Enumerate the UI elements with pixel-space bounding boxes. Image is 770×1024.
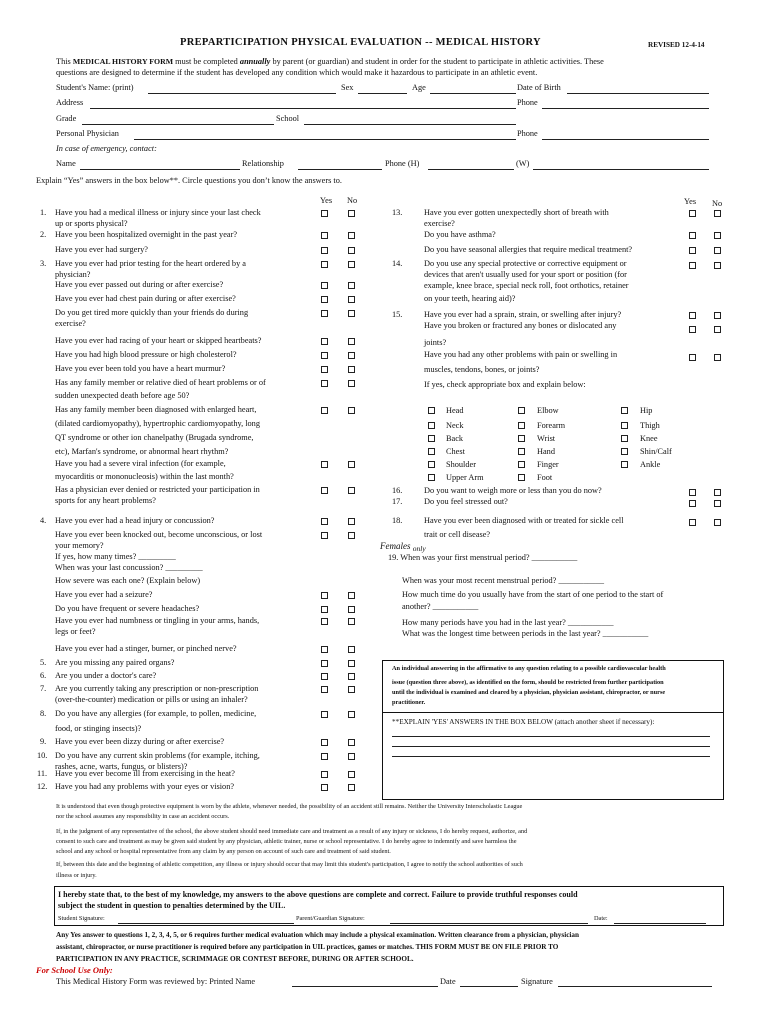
grade-label: Grade bbox=[56, 114, 77, 123]
checkbox-no[interactable] bbox=[348, 232, 355, 239]
checkbox-no[interactable] bbox=[714, 262, 721, 269]
intro-line-2: questions are designed to determine if the student has developed any condition which would make it hazardous to participate in an athletic event. bbox=[56, 68, 538, 77]
question-text: If yes, how many times? _________ bbox=[55, 552, 176, 561]
notice-line: issue (question three above), as identified on the form, should be restricted from further participation bbox=[392, 679, 664, 686]
question-text: Have you ever had a head injury or concussion? bbox=[55, 516, 215, 525]
question-text: Have you had a medical illness or injury since your last check bbox=[55, 208, 261, 217]
seasonal-allergies-question: Do you have seasonal allergies that require medical treatment? bbox=[424, 245, 633, 254]
attestation-line: I hereby state that, to the best of my knowledge, my answers to the above questions are complete and correct. Failure to provide truthful responses could bbox=[58, 890, 578, 899]
question-text: Do you have frequent or severe headaches? bbox=[55, 604, 200, 613]
body-part-label: Ankle bbox=[640, 460, 661, 469]
no-header-left: No bbox=[347, 196, 358, 205]
body-part-label: Shin/Calf bbox=[640, 447, 672, 456]
dob-field[interactable] bbox=[567, 93, 709, 94]
checkbox-no[interactable] bbox=[714, 210, 721, 217]
body-part-label: Shoulder bbox=[446, 460, 476, 469]
attestation-line: subject the student in question to penalties determined by the UIL. bbox=[58, 901, 286, 910]
student-signature-label: Student Signature: bbox=[58, 915, 105, 922]
question-text: Have you ever had a stinger, burner, or pinched nerve? bbox=[55, 644, 237, 653]
checkbox-no[interactable] bbox=[348, 753, 355, 760]
consent-paragraph: school and any school or hospital representative from any claim by any person on account of such care and treatment of said student. bbox=[56, 848, 391, 855]
checkbox-no[interactable] bbox=[348, 771, 355, 778]
checkbox-yes[interactable] bbox=[321, 686, 328, 693]
body-part-label: Finger bbox=[537, 460, 559, 469]
question-number: 11. bbox=[37, 769, 48, 778]
attestation-date-field[interactable] bbox=[614, 923, 706, 924]
dob-label: Date of Birth bbox=[517, 83, 561, 92]
emergency-name-label: Name bbox=[56, 159, 76, 168]
q15b-line: If yes, check appropriate box and explain below: bbox=[424, 380, 586, 389]
grade-field[interactable] bbox=[82, 124, 274, 125]
checkbox-yes[interactable] bbox=[321, 673, 328, 680]
body-part-checkbox[interactable] bbox=[428, 435, 435, 442]
parent-signature-label: Parent/Guardian Signature: bbox=[296, 915, 365, 922]
checkbox-yes[interactable] bbox=[689, 354, 696, 361]
notice-line: until the individual is examined and cleared by a physician, physician assistant, chiropractor, or nurse bbox=[392, 689, 666, 696]
checkbox-yes[interactable] bbox=[321, 518, 328, 525]
notice-line: An individual answering in the affirmative to any question relating to a possible cardiovascular health bbox=[392, 665, 666, 672]
checkbox-yes[interactable] bbox=[689, 247, 696, 254]
question-number: 12. bbox=[37, 782, 48, 791]
body-part-checkbox[interactable] bbox=[428, 422, 435, 429]
question-text: sudden unexpected death before age 50? bbox=[55, 391, 190, 400]
phone-field[interactable] bbox=[542, 108, 709, 109]
body-part-label: Upper Arm bbox=[446, 473, 484, 482]
question-text: How severe was each one? (Explain below) bbox=[55, 576, 201, 585]
q15b-line: Have you had any other problems with pain or swelling in bbox=[424, 350, 618, 359]
checkbox-yes[interactable] bbox=[689, 232, 696, 239]
checkbox-no[interactable] bbox=[348, 380, 355, 387]
question-text: Has a physician ever denied or restricted your participation in bbox=[55, 485, 260, 494]
checkbox-yes[interactable] bbox=[689, 326, 696, 333]
revised-date: REVISED 12-4-14 bbox=[648, 41, 705, 49]
q18-line: Have you ever been diagnosed with or treated for sickle cell bbox=[424, 516, 624, 525]
body-part-checkbox[interactable] bbox=[621, 461, 628, 468]
final-statement: assistant, chiropractor, or nurse practitioner is required before any participation in UIL practices, games or matches. THIS FORM MUST BE ON FILE PRIOR TO bbox=[56, 943, 559, 951]
body-part-label: Forearm bbox=[537, 421, 566, 430]
checkbox-yes[interactable] bbox=[321, 261, 328, 268]
body-part-checkbox[interactable] bbox=[621, 448, 628, 455]
checkbox-no[interactable] bbox=[348, 618, 355, 625]
physician-phone-field[interactable] bbox=[542, 139, 709, 140]
checkbox-yes[interactable] bbox=[321, 232, 328, 239]
question-number: 8. bbox=[40, 709, 47, 718]
checkbox-no[interactable] bbox=[348, 296, 355, 303]
body-part-label: Chest bbox=[446, 447, 465, 456]
question-text: Have you had high blood pressure or high cholesterol? bbox=[55, 350, 237, 359]
question-number: 7. bbox=[40, 684, 47, 693]
question-text: Are you currently taking any prescription or non-prescription bbox=[55, 684, 259, 693]
review-date-label: Date bbox=[440, 977, 456, 986]
school-field[interactable] bbox=[304, 124, 516, 125]
question-number: 9. bbox=[40, 737, 47, 746]
reviewed-by-label: This Medical History Form was reviewed by: Printed Name bbox=[56, 977, 256, 986]
question-text: Are you under a doctor's care? bbox=[55, 671, 157, 680]
checkbox-yes[interactable] bbox=[321, 592, 328, 599]
physician-label: Personal Physician bbox=[56, 129, 119, 138]
checkbox-no[interactable] bbox=[348, 352, 355, 359]
longest-interval-question: What was the longest time between periods in the last year? ___________ bbox=[402, 629, 649, 638]
q13-number: 13. bbox=[392, 208, 403, 217]
question-text: exercise? bbox=[55, 319, 86, 328]
checkbox-yes[interactable] bbox=[321, 210, 328, 217]
no-header-right: No bbox=[712, 199, 723, 208]
yes-header-left: Yes bbox=[320, 196, 333, 205]
consent-paragraph: If, in the judgment of any representative of the school, the above student should need immediate care and treatment as a result of any injury or sickness, I do hereby request, authorize, and bbox=[56, 828, 528, 835]
body-part-label: Thigh bbox=[640, 421, 660, 430]
relationship-label: Relationship bbox=[242, 159, 284, 168]
checkbox-yes[interactable] bbox=[321, 247, 328, 254]
q18-line: trait or cell disease? bbox=[424, 530, 491, 539]
body-part-checkbox[interactable] bbox=[621, 435, 628, 442]
checkbox-yes[interactable] bbox=[321, 532, 328, 539]
body-part-label: Hip bbox=[640, 406, 653, 415]
checkbox-no[interactable] bbox=[714, 312, 721, 319]
question-text: physician? bbox=[55, 270, 91, 279]
q13-line: exercise? bbox=[424, 219, 455, 228]
question-number: 4. bbox=[40, 516, 47, 525]
checkbox-yes[interactable] bbox=[689, 210, 696, 217]
checkbox-no[interactable] bbox=[348, 247, 355, 254]
checkbox-no[interactable] bbox=[348, 282, 355, 289]
checkbox-yes[interactable] bbox=[321, 338, 328, 345]
checkbox-no[interactable] bbox=[348, 210, 355, 217]
question-text: Have you had any problems with your eyes or vision? bbox=[55, 782, 235, 791]
body-part-checkbox[interactable] bbox=[428, 474, 435, 481]
question-text: Do you have any current skin problems (for example, itching, bbox=[55, 751, 260, 760]
consent-paragraph: consent to such care and treatment as may be given said student by any physician, athletic trainer, nurse or school representative. I do hereby agree to indemnify and save harmless the bbox=[56, 838, 517, 845]
body-part-label: Hand bbox=[537, 447, 555, 456]
checkbox-yes[interactable] bbox=[321, 310, 328, 317]
body-part-checkbox[interactable] bbox=[518, 474, 525, 481]
body-part-checkbox[interactable] bbox=[518, 407, 525, 414]
q14-line: example, knee brace, special neck roll, foot orthotics, retainer bbox=[424, 281, 629, 290]
q17-question: Do you feel stressed out? bbox=[424, 497, 508, 506]
checkbox-yes[interactable] bbox=[321, 380, 328, 387]
question-text: QT syndrome or other ion chanelpathy (Brugada syndrome, bbox=[55, 433, 254, 442]
body-part-label: Wrist bbox=[537, 434, 556, 443]
question-text: Have you ever passed out during or after exercise? bbox=[55, 280, 224, 289]
checkbox-no[interactable] bbox=[348, 366, 355, 373]
explain-line[interactable] bbox=[392, 756, 710, 757]
checkbox-yes[interactable] bbox=[321, 606, 328, 613]
checkbox-no[interactable] bbox=[348, 646, 355, 653]
question-number: 3. bbox=[40, 259, 47, 268]
checkbox-no[interactable] bbox=[714, 489, 721, 496]
period-interval-line: another? ___________ bbox=[402, 602, 479, 611]
question-text: Do you have any allergies (for example, to pollen, medicine, bbox=[55, 709, 257, 718]
phone-w-label: (W) bbox=[516, 159, 530, 168]
question-text: Has any family member been diagnosed with enlarged heart, bbox=[55, 405, 257, 414]
question-text: Do you get tired more quickly than your friends do during bbox=[55, 308, 249, 317]
checkbox-no[interactable] bbox=[348, 686, 355, 693]
q14-number: 14. bbox=[392, 259, 403, 268]
body-part-checkbox[interactable] bbox=[518, 435, 525, 442]
checkbox-no[interactable] bbox=[348, 711, 355, 718]
checkbox-yes[interactable] bbox=[321, 618, 328, 625]
checkbox-no[interactable] bbox=[348, 407, 355, 414]
checkbox-yes[interactable] bbox=[321, 711, 328, 718]
checkbox-yes[interactable] bbox=[321, 771, 328, 778]
checkbox-no[interactable] bbox=[348, 310, 355, 317]
school-use-label: For School Use Only: bbox=[36, 965, 113, 975]
liability-paragraph: nor the school assumes any responsibility in case an accident occurs. bbox=[56, 813, 230, 820]
address-field[interactable] bbox=[90, 108, 516, 109]
notify-paragraph: illness or injury. bbox=[56, 872, 97, 879]
checkbox-yes[interactable] bbox=[321, 739, 328, 746]
question-text: Have you ever had surgery? bbox=[55, 245, 148, 254]
question-text: Have you ever had prior testing for the heart ordered by a bbox=[55, 259, 246, 268]
notice-line: practitioner. bbox=[392, 699, 426, 706]
checkbox-no[interactable] bbox=[348, 606, 355, 613]
form-title: PREPARTICIPATION PHYSICAL EVALUATION -- MEDICAL HISTORY bbox=[180, 37, 541, 48]
body-part-label: Back bbox=[446, 434, 464, 443]
q16-question: Do you want to weigh more or less than you do now? bbox=[424, 486, 602, 495]
body-part-checkbox[interactable] bbox=[621, 422, 628, 429]
checkbox-no[interactable] bbox=[714, 247, 721, 254]
q14-line: Do you use any special protective or corrective equipment or bbox=[424, 259, 627, 268]
review-signature-field[interactable] bbox=[558, 986, 712, 987]
checkbox-yes[interactable] bbox=[321, 487, 328, 494]
checkbox-yes[interactable] bbox=[689, 312, 696, 319]
question-text: sports for any heart problems? bbox=[55, 496, 156, 505]
question-text: myocarditis or mononucleosis) within the last month? bbox=[55, 472, 234, 481]
physician-field[interactable] bbox=[134, 139, 516, 140]
checkbox-yes[interactable] bbox=[321, 784, 328, 791]
question-text: (over-the-counter) medication or pills or using an inhaler? bbox=[55, 695, 248, 704]
asthma-question: Do you have asthma? bbox=[424, 230, 496, 239]
parent-signature-field[interactable] bbox=[390, 923, 588, 924]
checkbox-yes[interactable] bbox=[321, 660, 328, 667]
question-text: Have you ever been dizzy during or after exercise? bbox=[55, 737, 225, 746]
females-only-label: Females $_{only}$ bbox=[380, 541, 426, 553]
question-text: Have you ever had a seizure? bbox=[55, 590, 153, 599]
explain-instruction: Explain “Yes” answers in the box below**. Circle questions you don’t know the answers to. bbox=[36, 176, 342, 185]
checkbox-no[interactable] bbox=[348, 487, 355, 494]
body-part-label: Head bbox=[446, 406, 464, 415]
q18-number: 18. bbox=[392, 516, 403, 525]
checkbox-yes[interactable] bbox=[321, 753, 328, 760]
intro-line-1: This MEDICAL HISTORY FORM must be completed annually by parent (or guardian) and student in order for the student to participate in athletic activities. These bbox=[56, 57, 604, 66]
question-number: 10. bbox=[37, 751, 48, 760]
body-part-checkbox[interactable] bbox=[621, 407, 628, 414]
body-part-label: Elbow bbox=[537, 406, 559, 415]
relationship-field[interactable] bbox=[298, 169, 382, 170]
q15-number: 15. bbox=[392, 310, 403, 319]
question-text: (dilated cardiomyopathy), hypertrophic cardiomyopathy, long bbox=[55, 419, 260, 428]
checkbox-yes[interactable] bbox=[321, 646, 328, 653]
q15b-line: muscles, tendons, bones, or joints? bbox=[424, 365, 540, 374]
yes-header-right: Yes bbox=[684, 197, 697, 206]
age-label: Age bbox=[412, 83, 426, 92]
sex-label: Sex bbox=[341, 83, 354, 92]
checkbox-no[interactable] bbox=[348, 532, 355, 539]
q15-line: joints? bbox=[424, 338, 447, 347]
explain-line[interactable] bbox=[392, 736, 710, 737]
question-number: 1. bbox=[40, 208, 47, 217]
body-part-checkbox[interactable] bbox=[428, 461, 435, 468]
body-part-checkbox[interactable] bbox=[428, 407, 435, 414]
checkbox-no[interactable] bbox=[348, 784, 355, 791]
address-label: Address bbox=[56, 98, 84, 107]
checkbox-no[interactable] bbox=[714, 232, 721, 239]
question-number: 6. bbox=[40, 671, 47, 680]
checkbox-no[interactable] bbox=[348, 592, 355, 599]
student-name-label: Student's Name: (print) bbox=[56, 83, 134, 92]
question-text: your memory? bbox=[55, 541, 104, 550]
age-field[interactable] bbox=[430, 93, 516, 94]
checkbox-yes[interactable] bbox=[321, 352, 328, 359]
checkbox-no[interactable] bbox=[714, 500, 721, 507]
phone-h-label: Phone (H) bbox=[385, 159, 420, 168]
sex-field[interactable] bbox=[358, 93, 407, 94]
checkbox-no[interactable] bbox=[714, 326, 721, 333]
checkbox-yes[interactable] bbox=[321, 296, 328, 303]
body-part-label: Neck bbox=[446, 421, 464, 430]
final-statement: PARTICIPATION IN ANY PRACTICE, SCRIMMAGE OR CONTEST BEFORE, DURING OR AFTER SCHOOL. bbox=[56, 955, 414, 963]
question-text: Have you ever had racing of your heart or skipped heartbeats? bbox=[55, 336, 262, 345]
question-text: Have you ever been told you have a heart murmur? bbox=[55, 364, 226, 373]
body-part-checkbox[interactable] bbox=[518, 422, 525, 429]
checkbox-yes[interactable] bbox=[321, 407, 328, 414]
checkbox-no[interactable] bbox=[348, 660, 355, 667]
q17-number: 17. bbox=[392, 497, 403, 506]
question-text: Have you had a severe viral infection (for example, bbox=[55, 459, 226, 468]
question-number: 5. bbox=[40, 658, 47, 667]
liability-paragraph: It is understood that even though protective equipment is worn by the athlete, whenever needed, the possibility of an accident still remains. Neither the University Interscholastic League bbox=[56, 803, 523, 810]
q16-number: 16. bbox=[392, 486, 403, 495]
emergency-label: In case of emergency, contact: bbox=[56, 144, 157, 153]
q14-line: on your teeth, hearing aid)? bbox=[424, 294, 516, 303]
q15-line: Have you ever had a sprain, strain, or swelling after injury? bbox=[424, 310, 622, 319]
checkbox-yes[interactable] bbox=[321, 461, 328, 468]
checkbox-no[interactable] bbox=[348, 338, 355, 345]
checkbox-yes[interactable] bbox=[321, 282, 328, 289]
phone-h-field[interactable] bbox=[428, 169, 514, 170]
q13-line: Have you ever gotten unexpectedly short of breath with bbox=[424, 208, 609, 217]
checkbox-yes[interactable] bbox=[689, 489, 696, 496]
student-signature-field[interactable] bbox=[118, 923, 294, 924]
body-part-checkbox[interactable] bbox=[428, 448, 435, 455]
question-text: food, or stinging insects)? bbox=[55, 724, 142, 733]
q15-line: Have you broken or fractured any bones or dislocated any bbox=[424, 321, 617, 330]
explain-yes-heading: **EXPLAIN 'YES' ANSWERS IN THE BOX BELOW (attach another sheet if necessary): bbox=[392, 718, 655, 726]
question-text: Has any family member or relative died of heart problems or of bbox=[55, 378, 266, 387]
question-text: Have you ever become ill from exercising in the heat? bbox=[55, 769, 235, 778]
body-part-label: Knee bbox=[640, 434, 658, 443]
checkbox-no[interactable] bbox=[348, 461, 355, 468]
review-signature-label: Signature bbox=[521, 977, 553, 986]
question-text: Have you ever had numbness or tingling in your arms, hands, bbox=[55, 616, 260, 625]
question-text: legs or feet? bbox=[55, 627, 96, 636]
phone-w-field[interactable] bbox=[533, 169, 709, 170]
recent-period-question: When was your most recent menstrual period? ___________ bbox=[402, 576, 605, 585]
checkbox-yes[interactable] bbox=[689, 519, 696, 526]
checkbox-yes[interactable] bbox=[689, 262, 696, 269]
emergency-name-field[interactable] bbox=[80, 169, 240, 170]
notify-paragraph: If, between this date and the beginning of athletic competition, any illness or injury should occur that may limit this student's participation, I agree to notify the school authorities of such bbox=[56, 861, 523, 868]
periods-last-year-question: How many periods have you had in the last year? ___________ bbox=[402, 618, 614, 627]
body-part-label: Foot bbox=[537, 473, 553, 482]
question-text: up or sports physical? bbox=[55, 219, 128, 228]
checkbox-no[interactable] bbox=[348, 739, 355, 746]
school-label: School bbox=[276, 114, 300, 123]
phone-label: Phone bbox=[517, 98, 538, 107]
body-part-checkbox[interactable] bbox=[518, 448, 525, 455]
checkbox-no[interactable] bbox=[348, 518, 355, 525]
student-name-field[interactable] bbox=[148, 93, 336, 94]
question-text: Have you ever been knocked out, become unconscious, or lost bbox=[55, 530, 263, 539]
question-number: 2. bbox=[40, 230, 47, 239]
physician-phone-label: Phone bbox=[517, 129, 538, 138]
question-text: etc), Marfan's syndrome, or abnormal heart rhythm? bbox=[55, 447, 229, 456]
question-text: When was your last concussion? _________ bbox=[55, 563, 203, 572]
attestation-date-label: Date: bbox=[594, 915, 608, 922]
period-interval-line: How much time do you usually have from the start of one period to the start of bbox=[402, 590, 664, 599]
question-text: Are you missing any paired organs? bbox=[55, 658, 175, 667]
explain-line[interactable] bbox=[392, 746, 710, 747]
q14-line: devices that aren't usually used for your sport or position (for bbox=[424, 270, 627, 279]
final-statement: Any Yes answer to questions 1, 2, 3, 4, 5, or 6 requires further medical evaluation which may include a physical examination. Written clearance from a physician, physician bbox=[56, 931, 579, 939]
question-text: Have you ever had chest pain during or after exercise? bbox=[55, 294, 236, 303]
checkbox-no[interactable] bbox=[714, 519, 721, 526]
question-text: rashes, acne, warts, fungus, or blisters)? bbox=[55, 762, 188, 771]
question-text: Have you been hospitalized overnight in the past year? bbox=[55, 230, 238, 239]
checkbox-no[interactable] bbox=[348, 673, 355, 680]
q19-question: 19. When was your first menstrual period? ___________ bbox=[388, 553, 578, 562]
printed-name-field[interactable] bbox=[292, 986, 438, 987]
body-part-checkbox[interactable] bbox=[518, 461, 525, 468]
checkbox-yes[interactable] bbox=[321, 366, 328, 373]
review-date-field[interactable] bbox=[460, 986, 518, 987]
checkbox-no[interactable] bbox=[714, 354, 721, 361]
checkbox-yes[interactable] bbox=[689, 500, 696, 507]
checkbox-no[interactable] bbox=[348, 261, 355, 268]
